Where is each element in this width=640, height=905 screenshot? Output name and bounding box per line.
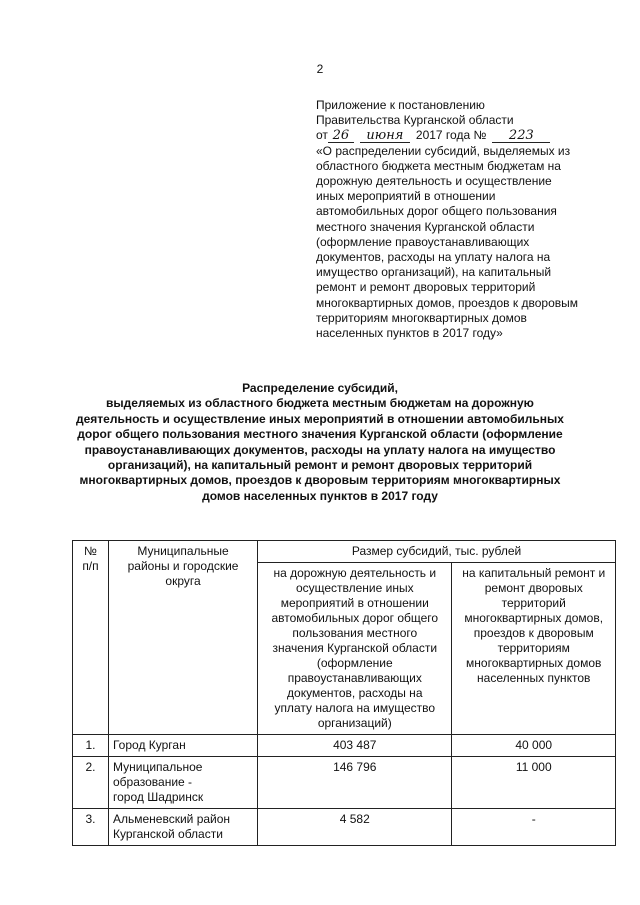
row-district-line: Муниципальное bbox=[112, 760, 203, 774]
header-num-line: п/п bbox=[82, 559, 99, 573]
row-district bbox=[108, 735, 257, 757]
header-subsidy-total: Размер субсидий, тыс. рублей bbox=[258, 541, 616, 563]
header-yard-line: территориям bbox=[497, 641, 570, 655]
header-road-line: организаций) bbox=[317, 716, 392, 730]
header-num-line: № bbox=[84, 544, 97, 558]
row-road-value: 146 796 bbox=[258, 757, 452, 809]
document-title-line: Распределение субсидий, bbox=[242, 381, 398, 395]
header-yard-line: многоквартирных домов, bbox=[464, 611, 604, 625]
row-road-value: 4 582 bbox=[258, 809, 452, 846]
header-yard-line: многоквартирных домов bbox=[466, 656, 602, 670]
appendix-title-line: ремонт и ремонт дворовых территорий bbox=[316, 280, 536, 295]
doc-number-handwritten: 223 bbox=[492, 130, 550, 143]
header-district-line: районы и городские bbox=[127, 559, 239, 573]
row-yard-value: - bbox=[452, 809, 616, 846]
header-road-line: уплату налога на имущество bbox=[274, 701, 436, 715]
row-district-line: образование - bbox=[112, 775, 193, 789]
date-prefix: от bbox=[316, 128, 328, 143]
appendix-title-line: (оформление правоустанавливающих bbox=[316, 234, 530, 249]
appendix-date-line bbox=[316, 128, 616, 143]
document-title-line: дорог общего пользования местного значения Курганской области (оформление bbox=[77, 427, 563, 442]
header-yard-line: ремонт дворовых bbox=[484, 581, 583, 595]
document-title-line: деятельность и осуществление иных мероприятий в отношении автомобильных bbox=[76, 411, 564, 426]
row-district bbox=[108, 757, 257, 809]
header-road-line: осуществление иных bbox=[295, 581, 414, 595]
subsidies-table bbox=[72, 540, 616, 846]
date-day-handwritten: 26 bbox=[328, 130, 354, 143]
row-yard-value: 11 000 bbox=[452, 757, 616, 809]
row-district-line: город Шадринск bbox=[112, 790, 204, 804]
header-road-line: на дорожную деятельность и bbox=[273, 566, 437, 580]
header-road-line: правоустанавливающих bbox=[287, 671, 422, 685]
appendix-title-line: документов, расходы на уплату налога на bbox=[316, 250, 551, 265]
row-road-value: 403 487 bbox=[258, 735, 452, 757]
table-row bbox=[73, 757, 616, 809]
appendix-title-line: дорожную деятельность и осуществление bbox=[316, 174, 552, 189]
document-title-line: организаций), на капитальный ремонт и ремонт дворовых территорий bbox=[107, 458, 533, 473]
appendix-title-line: территориям многоквартирных домов bbox=[316, 310, 527, 325]
table-header-row bbox=[73, 541, 616, 563]
header-yard-column bbox=[452, 563, 616, 735]
appendix-title-line: иных мероприятий в отношении bbox=[316, 189, 496, 204]
row-yard-value: 40 000 bbox=[452, 735, 616, 757]
row-district bbox=[108, 809, 257, 846]
row-district-line: Альменевский район bbox=[112, 812, 231, 826]
header-road-line: мероприятий в отношении bbox=[280, 596, 429, 610]
date-month-handwritten: июня bbox=[360, 130, 410, 143]
appendix-resolution-title bbox=[316, 144, 616, 342]
page-number: 2 bbox=[316, 62, 324, 76]
document-title-line: домов населенных пунктов в 2017 году bbox=[202, 488, 438, 503]
header-yard-line: населенных пунктов bbox=[477, 671, 591, 685]
row-num: 2. bbox=[73, 757, 109, 809]
date-year: 2017 года № bbox=[415, 128, 487, 143]
table-row bbox=[73, 809, 616, 846]
appendix-title-line: «О распределении субсидий, выделяемых из bbox=[316, 143, 571, 158]
row-num: 3. bbox=[73, 809, 109, 846]
header-num bbox=[73, 541, 109, 735]
appendix-title-line: автомобильных дорог общего пользования bbox=[316, 204, 557, 219]
header-road-line: автомобильных дорог общего bbox=[271, 611, 439, 625]
row-num: 1. bbox=[73, 735, 109, 757]
table-row bbox=[73, 735, 616, 757]
header-road-line: документов, расходы на bbox=[287, 686, 423, 700]
document-title-line: выделяемых из областного бюджета местным бюджетам на дорожную bbox=[106, 396, 534, 411]
document-title bbox=[60, 381, 580, 504]
header-district-line: округа bbox=[165, 574, 201, 588]
appendix-title-line: населенных пунктов в 2017 году» bbox=[316, 326, 503, 341]
row-district-line: Курганской области bbox=[112, 827, 223, 841]
header-yard-line: на капитальный ремонт и bbox=[462, 566, 606, 580]
header-road-line: значения Курганской области bbox=[272, 641, 438, 655]
header-road-column bbox=[258, 563, 452, 735]
appendix-title-line: многоквартирных домов, проездов к дворовым bbox=[316, 295, 578, 310]
appendix-title-line: местного значения Курганской области bbox=[316, 219, 535, 234]
document-title-line: многоквартирных домов, проездов к дворовым территориям многоквартирных bbox=[79, 473, 561, 488]
header-road-line: (оформление bbox=[316, 656, 393, 670]
header-road-line: пользования местного bbox=[292, 626, 418, 640]
appendix-line-2: Правительства Курганской области bbox=[316, 113, 514, 128]
appendix-title-line: имущество организаций), на капитальный bbox=[316, 265, 552, 280]
document-title-line: правоустанавливающих документов, расходы на уплату налога на имущество bbox=[84, 442, 556, 457]
appendix-title-line: областного бюджета местным бюджетам на bbox=[316, 158, 561, 173]
header-yard-line: территорий bbox=[501, 596, 566, 610]
appendix-line-1: Приложение к постановлению bbox=[316, 98, 485, 112]
header-district-line: Муниципальные bbox=[137, 544, 229, 558]
header-yard-line: проездов к дворовым bbox=[473, 626, 594, 640]
appendix-header bbox=[316, 98, 616, 341]
row-district-line: Город Курган bbox=[112, 738, 186, 752]
header-district bbox=[108, 541, 257, 735]
